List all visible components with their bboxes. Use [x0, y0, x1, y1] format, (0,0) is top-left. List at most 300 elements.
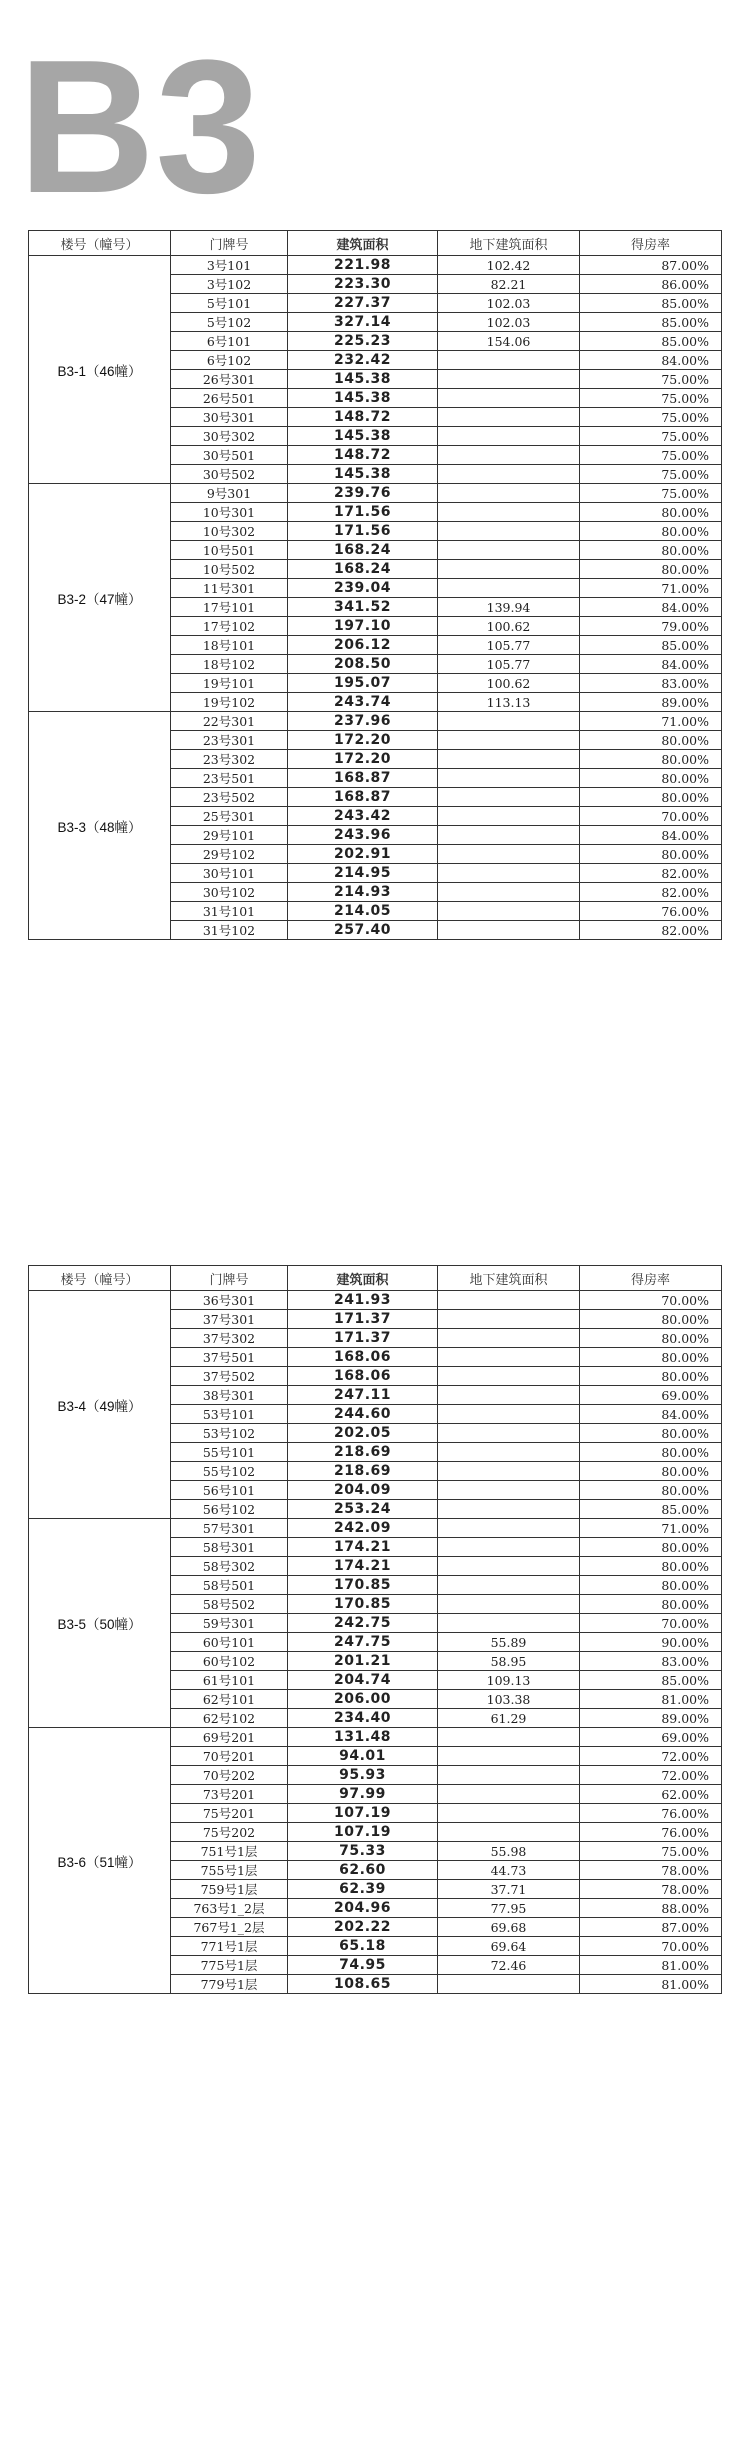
door-number-cell: 23号501 [171, 769, 288, 788]
usable-ratio-cell: 84.00% [580, 826, 722, 845]
usable-ratio-cell: 85.00% [580, 1671, 722, 1690]
underground-area-cell [438, 1595, 580, 1614]
building-area-cell: 227.37 [288, 294, 438, 313]
door-number-cell: 30号101 [171, 864, 288, 883]
usable-ratio-cell: 70.00% [580, 1291, 722, 1310]
usable-ratio-cell: 80.00% [580, 1595, 722, 1614]
underground-area-cell [438, 446, 580, 465]
door-number-cell: 771号1层 [171, 1937, 288, 1956]
header-area: 建筑面积 [288, 1266, 438, 1291]
building-area-cell: 242.09 [288, 1519, 438, 1538]
usable-ratio-cell: 83.00% [580, 1652, 722, 1671]
usable-ratio-cell: 85.00% [580, 332, 722, 351]
building-area-cell: 168.87 [288, 769, 438, 788]
usable-ratio-cell: 76.00% [580, 902, 722, 921]
underground-area-cell [438, 826, 580, 845]
underground-area-cell [438, 408, 580, 427]
usable-ratio-cell: 80.00% [580, 522, 722, 541]
header-ratio: 得房率 [580, 1266, 722, 1291]
building-area-cell: 107.19 [288, 1804, 438, 1823]
door-number-cell: 17号102 [171, 617, 288, 636]
door-number-cell: 29号101 [171, 826, 288, 845]
underground-area-cell [438, 1576, 580, 1595]
door-number-cell: 19号101 [171, 674, 288, 693]
table-header-row [29, 1266, 722, 1291]
building-area-cell: 214.93 [288, 883, 438, 902]
underground-area-cell [438, 1310, 580, 1329]
building-area-cell: 174.21 [288, 1538, 438, 1557]
usable-ratio-cell: 62.00% [580, 1785, 722, 1804]
building-area-cell: 168.24 [288, 541, 438, 560]
usable-ratio-cell: 71.00% [580, 579, 722, 598]
building-area-cell: 145.38 [288, 389, 438, 408]
building-area-cell: 131.48 [288, 1728, 438, 1747]
door-number-cell: 30号301 [171, 408, 288, 427]
building-area-cell: 237.96 [288, 712, 438, 731]
building-area-cell: 253.24 [288, 1500, 438, 1519]
underground-area-cell [438, 1348, 580, 1367]
building-area-cell: 208.50 [288, 655, 438, 674]
underground-area-cell [438, 1728, 580, 1747]
door-number-cell: 62号101 [171, 1690, 288, 1709]
usable-ratio-cell: 82.00% [580, 883, 722, 902]
underground-area-cell [438, 484, 580, 503]
building-area-cell: 171.37 [288, 1329, 438, 1348]
usable-ratio-cell: 80.00% [580, 845, 722, 864]
underground-area-cell [438, 769, 580, 788]
underground-area-cell: 61.29 [438, 1709, 580, 1728]
underground-area-cell: 55.98 [438, 1842, 580, 1861]
underground-area-cell: 102.03 [438, 313, 580, 332]
usable-ratio-cell: 80.00% [580, 1310, 722, 1329]
building-area-cell: 168.24 [288, 560, 438, 579]
underground-area-cell: 58.95 [438, 1652, 580, 1671]
building-area-cell: 108.65 [288, 1975, 438, 1994]
door-number-cell: 19号102 [171, 693, 288, 712]
underground-area-cell [438, 1766, 580, 1785]
door-number-cell: 70号201 [171, 1747, 288, 1766]
building-area-cell: 170.85 [288, 1595, 438, 1614]
building-area-cell: 170.85 [288, 1576, 438, 1595]
underground-area-cell [438, 1424, 580, 1443]
usable-ratio-cell: 89.00% [580, 1709, 722, 1728]
usable-ratio-cell: 80.00% [580, 1443, 722, 1462]
door-number-cell: 53号101 [171, 1405, 288, 1424]
usable-ratio-cell: 70.00% [580, 1614, 722, 1633]
usable-ratio-cell: 75.00% [580, 408, 722, 427]
door-number-cell: 5号101 [171, 294, 288, 313]
underground-area-cell [438, 731, 580, 750]
usable-ratio-cell: 87.00% [580, 1918, 722, 1937]
underground-area-cell [438, 1500, 580, 1519]
door-number-cell: 3号101 [171, 256, 288, 275]
underground-area-cell [438, 1367, 580, 1386]
b3-logo-text: B3 [18, 42, 261, 212]
underground-area-cell [438, 1386, 580, 1405]
underground-area-cell: 82.21 [438, 275, 580, 294]
usable-ratio-cell: 75.00% [580, 446, 722, 465]
usable-ratio-cell: 75.00% [580, 427, 722, 446]
table-row [29, 712, 722, 731]
usable-ratio-cell: 89.00% [580, 693, 722, 712]
usable-ratio-cell: 72.00% [580, 1747, 722, 1766]
building-area-cell: 94.01 [288, 1747, 438, 1766]
usable-ratio-cell: 80.00% [580, 788, 722, 807]
header-building: 楼号（幢号） [29, 1266, 171, 1291]
door-number-cell: 55号101 [171, 1443, 288, 1462]
underground-area-cell: 55.89 [438, 1633, 580, 1652]
underground-area-cell: 69.68 [438, 1918, 580, 1937]
door-number-cell: 30号302 [171, 427, 288, 446]
door-number-cell: 31号102 [171, 921, 288, 940]
underground-area-cell [438, 712, 580, 731]
usable-ratio-cell: 82.00% [580, 921, 722, 940]
underground-area-cell [438, 883, 580, 902]
underground-area-cell: 72.46 [438, 1956, 580, 1975]
door-number-cell: 25号301 [171, 807, 288, 826]
building-area-cell: 247.75 [288, 1633, 438, 1652]
usable-ratio-cell: 80.00% [580, 1576, 722, 1595]
usable-ratio-cell: 80.00% [580, 1424, 722, 1443]
door-number-cell: 11号301 [171, 579, 288, 598]
building-area-cell: 243.42 [288, 807, 438, 826]
door-number-cell: 763号1_2层 [171, 1899, 288, 1918]
underground-area-cell [438, 465, 580, 484]
building-area-cell: 214.05 [288, 902, 438, 921]
underground-area-cell [438, 788, 580, 807]
underground-area-cell [438, 1557, 580, 1576]
building-area-cell: 74.95 [288, 1956, 438, 1975]
b3-logo [18, 42, 338, 212]
underground-area-cell: 102.03 [438, 294, 580, 313]
usable-ratio-cell: 76.00% [580, 1804, 722, 1823]
door-number-cell: 18号101 [171, 636, 288, 655]
building-area-cell: 218.69 [288, 1443, 438, 1462]
usable-ratio-cell: 84.00% [580, 598, 722, 617]
door-number-cell: 36号301 [171, 1291, 288, 1310]
building-area-cell: 62.39 [288, 1880, 438, 1899]
building-area-cell: 107.19 [288, 1823, 438, 1842]
building-area-cell: 202.22 [288, 1918, 438, 1937]
underground-area-cell [438, 1614, 580, 1633]
door-number-cell: 56号101 [171, 1481, 288, 1500]
building-area-cell: 202.91 [288, 845, 438, 864]
building-area-cell: 239.76 [288, 484, 438, 503]
header-area: 建筑面积 [288, 231, 438, 256]
unit-table-1 [28, 230, 722, 940]
usable-ratio-cell: 71.00% [580, 712, 722, 731]
usable-ratio-cell: 78.00% [580, 1861, 722, 1880]
door-number-cell: 38号301 [171, 1386, 288, 1405]
underground-area-cell [438, 1443, 580, 1462]
underground-area-cell: 109.13 [438, 1671, 580, 1690]
door-number-cell: 58号501 [171, 1576, 288, 1595]
underground-area-cell: 37.71 [438, 1880, 580, 1899]
usable-ratio-cell: 80.00% [580, 750, 722, 769]
door-number-cell: 37号501 [171, 1348, 288, 1367]
building-area-cell: 148.72 [288, 446, 438, 465]
door-number-cell: 37号502 [171, 1367, 288, 1386]
door-number-cell: 73号201 [171, 1785, 288, 1804]
usable-ratio-cell: 88.00% [580, 1899, 722, 1918]
building-area-cell: 171.56 [288, 503, 438, 522]
door-number-cell: 26号301 [171, 370, 288, 389]
underground-area-cell [438, 1747, 580, 1766]
door-number-cell: 29号102 [171, 845, 288, 864]
usable-ratio-cell: 72.00% [580, 1766, 722, 1785]
building-area-cell: 168.06 [288, 1367, 438, 1386]
usable-ratio-cell: 75.00% [580, 389, 722, 408]
building-area-cell: 204.74 [288, 1671, 438, 1690]
underground-area-cell [438, 1975, 580, 1994]
building-area-cell: 172.20 [288, 731, 438, 750]
door-number-cell: 755号1层 [171, 1861, 288, 1880]
door-number-cell: 10号301 [171, 503, 288, 522]
door-number-cell: 30号102 [171, 883, 288, 902]
door-number-cell: 751号1层 [171, 1842, 288, 1861]
usable-ratio-cell: 80.00% [580, 769, 722, 788]
usable-ratio-cell: 81.00% [580, 1975, 722, 1994]
usable-ratio-cell: 75.00% [580, 484, 722, 503]
usable-ratio-cell: 71.00% [580, 1519, 722, 1538]
building-area-cell: 239.04 [288, 579, 438, 598]
building-area-cell: 95.93 [288, 1766, 438, 1785]
underground-area-cell [438, 845, 580, 864]
underground-area-cell: 139.94 [438, 598, 580, 617]
door-number-cell: 767号1_2层 [171, 1918, 288, 1937]
usable-ratio-cell: 90.00% [580, 1633, 722, 1652]
door-number-cell: 75号202 [171, 1823, 288, 1842]
building-area-cell: 206.00 [288, 1690, 438, 1709]
underground-area-cell [438, 522, 580, 541]
usable-ratio-cell: 80.00% [580, 1348, 722, 1367]
underground-area-cell [438, 370, 580, 389]
usable-ratio-cell: 70.00% [580, 807, 722, 826]
underground-area-cell [438, 1462, 580, 1481]
building-area-cell: 223.30 [288, 275, 438, 294]
usable-ratio-cell: 78.00% [580, 1880, 722, 1899]
usable-ratio-cell: 85.00% [580, 636, 722, 655]
building-area-cell: 241.93 [288, 1291, 438, 1310]
underground-area-cell [438, 389, 580, 408]
door-number-cell: 3号102 [171, 275, 288, 294]
door-number-cell: 37号301 [171, 1310, 288, 1329]
underground-area-cell [438, 807, 580, 826]
building-area-cell: 145.38 [288, 370, 438, 389]
underground-area-cell [438, 902, 580, 921]
door-number-cell: 10号502 [171, 560, 288, 579]
building-group-label: B3-2（47幢） [29, 484, 171, 712]
underground-area-cell [438, 1481, 580, 1500]
table-row [29, 1519, 722, 1538]
building-area-cell: 218.69 [288, 1462, 438, 1481]
header-ratio: 得房率 [580, 231, 722, 256]
usable-ratio-cell: 85.00% [580, 313, 722, 332]
underground-area-cell [438, 560, 580, 579]
usable-ratio-cell: 80.00% [580, 560, 722, 579]
usable-ratio-cell: 79.00% [580, 617, 722, 636]
usable-ratio-cell: 85.00% [580, 1500, 722, 1519]
header-door: 门牌号 [171, 1266, 288, 1291]
usable-ratio-cell: 80.00% [580, 1557, 722, 1576]
underground-area-cell: 77.95 [438, 1899, 580, 1918]
usable-ratio-cell: 81.00% [580, 1690, 722, 1709]
door-number-cell: 60号102 [171, 1652, 288, 1671]
door-number-cell: 26号501 [171, 389, 288, 408]
door-number-cell: 775号1层 [171, 1956, 288, 1975]
usable-ratio-cell: 86.00% [580, 275, 722, 294]
underground-area-cell: 113.13 [438, 693, 580, 712]
usable-ratio-cell: 81.00% [580, 1956, 722, 1975]
door-number-cell: 60号101 [171, 1633, 288, 1652]
door-number-cell: 61号101 [171, 1671, 288, 1690]
building-area-cell: 327.14 [288, 313, 438, 332]
building-area-cell: 197.10 [288, 617, 438, 636]
unit-table-2 [28, 1265, 722, 1994]
underground-area-cell [438, 1329, 580, 1348]
underground-area-cell [438, 750, 580, 769]
header-building: 楼号（幢号） [29, 231, 171, 256]
door-number-cell: 23号301 [171, 731, 288, 750]
building-group-label: B3-5（50幢） [29, 1519, 171, 1728]
usable-ratio-cell: 75.00% [580, 370, 722, 389]
underground-area-cell: 154.06 [438, 332, 580, 351]
building-area-cell: 341.52 [288, 598, 438, 617]
building-area-cell: 257.40 [288, 921, 438, 940]
building-area-cell: 214.95 [288, 864, 438, 883]
door-number-cell: 58号301 [171, 1538, 288, 1557]
building-group-label: B3-3（48幢） [29, 712, 171, 940]
usable-ratio-cell: 82.00% [580, 864, 722, 883]
usable-ratio-cell: 75.00% [580, 1842, 722, 1861]
building-group-label: B3-4（49幢） [29, 1291, 171, 1519]
building-area-cell: 174.21 [288, 1557, 438, 1576]
building-group-label: B3-1（46幢） [29, 256, 171, 484]
underground-area-cell [438, 1785, 580, 1804]
door-number-cell: 58号302 [171, 1557, 288, 1576]
underground-area-cell [438, 1823, 580, 1842]
underground-area-cell: 102.42 [438, 256, 580, 275]
building-area-cell: 171.37 [288, 1310, 438, 1329]
header-underground: 地下建筑面积 [438, 231, 580, 256]
building-area-cell: 201.21 [288, 1652, 438, 1671]
usable-ratio-cell: 84.00% [580, 655, 722, 674]
table-row [29, 484, 722, 503]
underground-area-cell [438, 1519, 580, 1538]
building-area-cell: 206.12 [288, 636, 438, 655]
building-area-cell: 243.96 [288, 826, 438, 845]
door-number-cell: 18号102 [171, 655, 288, 674]
door-number-cell: 6号102 [171, 351, 288, 370]
underground-area-cell [438, 541, 580, 560]
usable-ratio-cell: 85.00% [580, 294, 722, 313]
building-area-cell: 171.56 [288, 522, 438, 541]
door-number-cell: 59号301 [171, 1614, 288, 1633]
usable-ratio-cell: 87.00% [580, 256, 722, 275]
usable-ratio-cell: 76.00% [580, 1823, 722, 1842]
underground-area-cell [438, 921, 580, 940]
table-row [29, 1291, 722, 1310]
building-area-cell: 168.87 [288, 788, 438, 807]
building-area-cell: 172.20 [288, 750, 438, 769]
usable-ratio-cell: 80.00% [580, 1481, 722, 1500]
door-number-cell: 69号201 [171, 1728, 288, 1747]
underground-area-cell [438, 1804, 580, 1823]
underground-area-cell: 44.73 [438, 1861, 580, 1880]
building-area-cell: 65.18 [288, 1937, 438, 1956]
building-area-cell: 232.42 [288, 351, 438, 370]
building-area-cell: 75.33 [288, 1842, 438, 1861]
building-area-cell: 148.72 [288, 408, 438, 427]
door-number-cell: 22号301 [171, 712, 288, 731]
usable-ratio-cell: 80.00% [580, 541, 722, 560]
underground-area-cell [438, 1405, 580, 1424]
door-number-cell: 23号502 [171, 788, 288, 807]
door-number-cell: 10号302 [171, 522, 288, 541]
door-number-cell: 30号501 [171, 446, 288, 465]
door-number-cell: 58号502 [171, 1595, 288, 1614]
building-area-cell: 97.99 [288, 1785, 438, 1804]
usable-ratio-cell: 70.00% [580, 1937, 722, 1956]
door-number-cell: 70号202 [171, 1766, 288, 1785]
building-area-cell: 168.06 [288, 1348, 438, 1367]
header-underground: 地下建筑面积 [438, 1266, 580, 1291]
underground-area-cell: 100.62 [438, 617, 580, 636]
usable-ratio-cell: 84.00% [580, 351, 722, 370]
building-area-cell: 243.74 [288, 693, 438, 712]
underground-area-cell: 69.64 [438, 1937, 580, 1956]
header-door: 门牌号 [171, 231, 288, 256]
usable-ratio-cell: 80.00% [580, 1329, 722, 1348]
usable-ratio-cell: 75.00% [580, 465, 722, 484]
door-number-cell: 53号102 [171, 1424, 288, 1443]
usable-ratio-cell: 80.00% [580, 731, 722, 750]
building-area-cell: 202.05 [288, 1424, 438, 1443]
table-row [29, 1728, 722, 1747]
underground-area-cell [438, 351, 580, 370]
underground-area-cell [438, 1538, 580, 1557]
door-number-cell: 57号301 [171, 1519, 288, 1538]
building-area-cell: 204.96 [288, 1899, 438, 1918]
building-area-cell: 247.11 [288, 1386, 438, 1405]
door-number-cell: 62号102 [171, 1709, 288, 1728]
usable-ratio-cell: 69.00% [580, 1728, 722, 1747]
building-area-cell: 145.38 [288, 465, 438, 484]
underground-area-cell: 105.77 [438, 636, 580, 655]
door-number-cell: 6号101 [171, 332, 288, 351]
door-number-cell: 56号102 [171, 1500, 288, 1519]
door-number-cell: 37号302 [171, 1329, 288, 1348]
underground-area-cell: 105.77 [438, 655, 580, 674]
building-area-cell: 234.40 [288, 1709, 438, 1728]
door-number-cell: 17号101 [171, 598, 288, 617]
usable-ratio-cell: 83.00% [580, 674, 722, 693]
door-number-cell: 5号102 [171, 313, 288, 332]
usable-ratio-cell: 80.00% [580, 1538, 722, 1557]
building-area-cell: 204.09 [288, 1481, 438, 1500]
door-number-cell: 779号1层 [171, 1975, 288, 1994]
table-row [29, 256, 722, 275]
table-header-row [29, 231, 722, 256]
building-area-cell: 221.98 [288, 256, 438, 275]
underground-area-cell: 100.62 [438, 674, 580, 693]
building-area-cell: 225.23 [288, 332, 438, 351]
underground-area-cell: 103.38 [438, 1690, 580, 1709]
underground-area-cell [438, 427, 580, 446]
building-group-label: B3-6（51幢） [29, 1728, 171, 1994]
building-area-cell: 244.60 [288, 1405, 438, 1424]
usable-ratio-cell: 69.00% [580, 1386, 722, 1405]
